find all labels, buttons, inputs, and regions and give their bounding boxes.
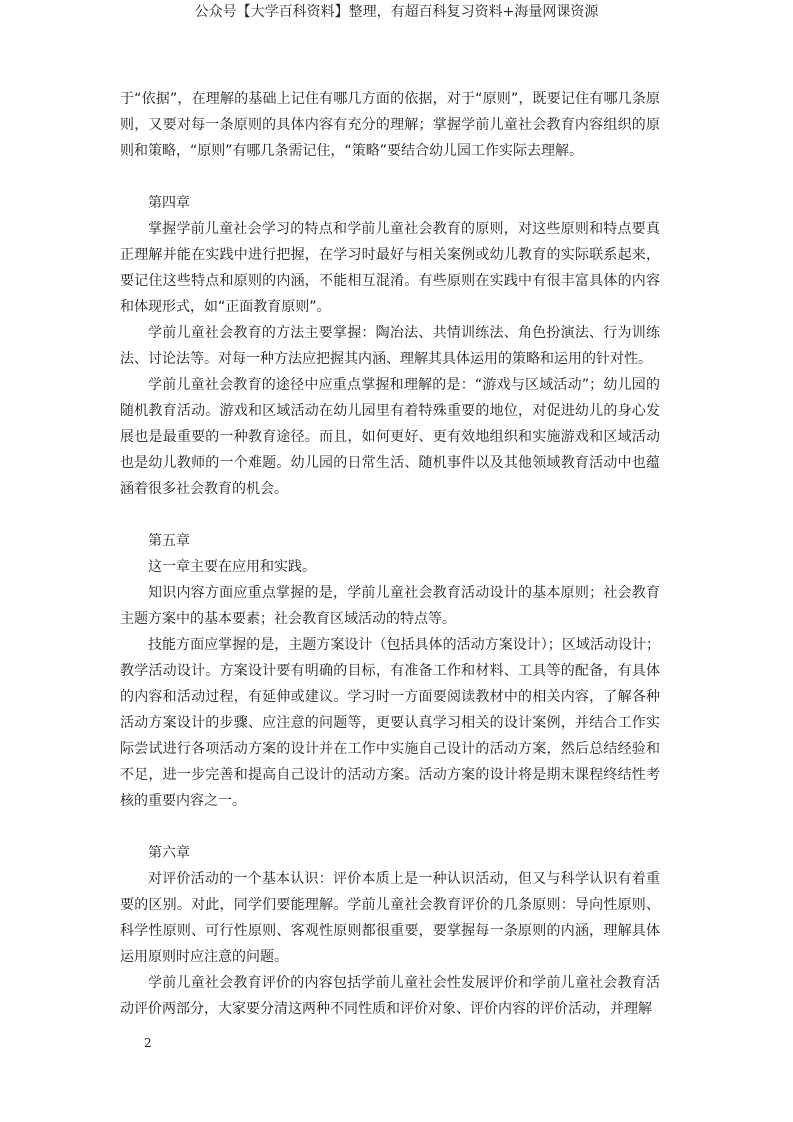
spacer <box>120 164 660 190</box>
chapter-5-title: 第五章 <box>148 533 190 549</box>
spacer <box>120 814 660 840</box>
chapter-5-paragraph: 这一章主要在应用和实践。 <box>148 559 316 575</box>
chapter-4-title: 第四章 <box>148 195 190 211</box>
chapter-6-title: 第六章 <box>148 845 190 861</box>
spacer <box>120 502 660 528</box>
document-body <box>120 86 660 1022</box>
page-number: 2 <box>144 1036 152 1050</box>
chapter-6-paragraph: 对评价活动的一个基本认识：评价本质上是一种认识活动，但又与科学认识有着重要的区别。对此，同学们要能理解。学前儿童社会教育评价的几条原则：导向性原则、科学性原则、可行性原则、客观性原则都很重要，要掌握每一条原则的内涵，理解具体运用原则时应注意的问题。 <box>120 871 660 965</box>
chapter-5-paragraph: 技能方面应掌握的是，主题方案设计（包括具体的活动方案设计）；区域活动设计；教学活动设计。方案设计要有明确的目标，有准备工作和材料、工具等的配备，有具体的内容和活动过程，有延伸或建议。学习时一方面要阅读教材中的相关内容，了解各种活动方案设计的步骤、应注意的问题等，更要认真学习相关的设计案例，并结合工作实际尝试进行各项活动方案的设计并在工作中实施自己设计的活动方案，然后总结经验和不足，进一步完善和提高自己设计的活动方案。活动方案的设计将是期末课程终结性考核的重要内容之一。 <box>120 637 660 809</box>
chapter-4-paragraph: 掌握学前儿童社会学习的特点和学前儿童社会教育的原则，对这些原则和特点要真正理解并能在实践中进行把握，在学习时最好与相关案例或幼儿教育的实际联系起来，要记住这些特点和原则的内涵，不能相互混淆。有些原则在实践中有很丰富具体的内容和体现形式，如“正面教育原则”。 <box>120 221 660 315</box>
intro-paragraph: 于“依据”，在理解的基础上记住有哪几方面的依据，对于“原则”，既要记住有哪几条原则，又要对每一条原则的具体内容有充分的理解；掌握学前儿童社会教育内容组织的原则和策略，“原则”有哪几条需记住，“策略”要结合幼儿园工作实际去理解。 <box>120 91 660 159</box>
page-header: 公众号【大学百科资料】整理，有超百科复习资料+海量网课资源 <box>194 4 599 20</box>
chapter-4-paragraph: 学前儿童社会教育的途径中应重点掌握和理解的是：“游戏与区域活动”；幼儿园的随机教育活动。游戏和区域活动在幼儿园里有着特殊重要的地位，对促进幼儿的身心发展也是最重要的一种教育途径。而且，如何更好、更有效地组织和实施游戏和区域活动也是幼儿教师的一个难题。幼儿园的日常生活、随机事件以及其他领域教育活动中也蕴涵着很多社会教育的机会。 <box>120 377 660 497</box>
chapter-6-paragraph: 学前儿童社会教育评价的内容包括学前儿童社会性发展评价和学前儿童社会教育活动评价两部分，大家要分清这两种不同性质和评价对象、评价内容的评价活动，并理解 <box>120 975 660 1017</box>
chapter-5-paragraph: 知识内容方面应重点掌握的是，学前儿童社会教育活动设计的基本原则；社会教育主题方案中的基本要素；社会教育区域活动的特点等。 <box>120 585 660 627</box>
chapter-4-paragraph: 学前儿童社会教育的方法主要掌握：陶冶法、共情训练法、角色扮演法、行为训练法、讨论法等。对每一种方法应把握其内涵、理解其具体运用的策略和运用的针对性。 <box>120 325 660 367</box>
